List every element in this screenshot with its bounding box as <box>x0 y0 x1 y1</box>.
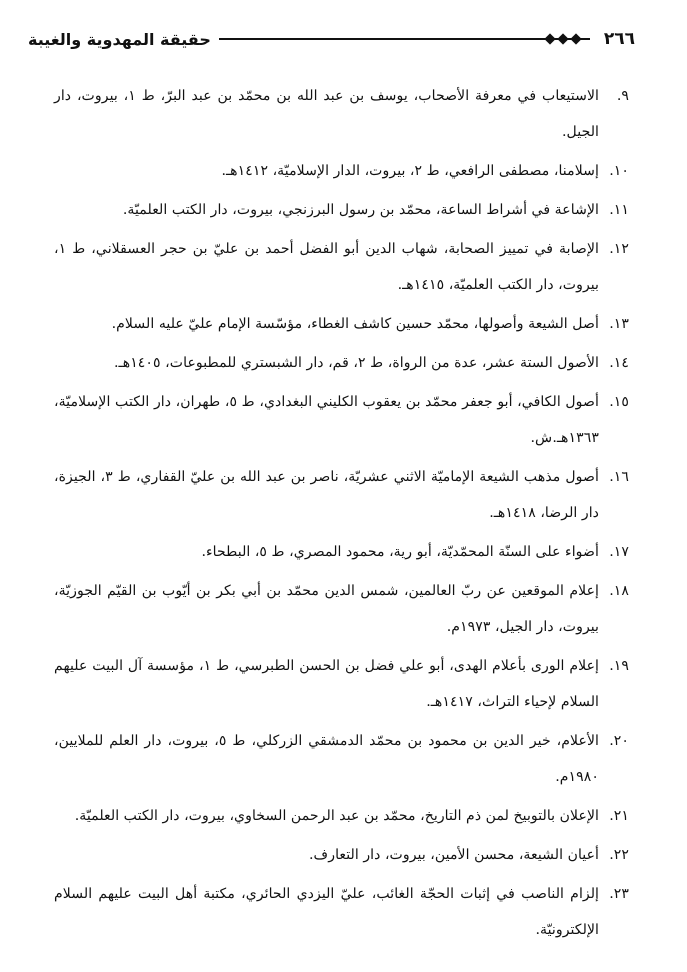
entry-text: الاستيعاب في معرفة الأصحاب، يوسف بن عبد الله بن محمّد بن عبد البرّ، ط ١، بيروت، دار الجيل. <box>54 88 599 140</box>
entry-number: ١٠. <box>609 163 629 179</box>
bibliography-entry <box>54 798 629 834</box>
entry-text: أصل الشيعة وأصولها، محمّد حسين كاشف الغطاء، مؤسّسة الإمام عليّ عليه السلام. <box>111 316 599 332</box>
bibliography-entry <box>54 573 629 645</box>
diamond-ornament <box>557 33 568 44</box>
entry-number: ١٦. <box>609 469 629 485</box>
entry-text: إعلام الموقعين عن ربّ العالمين، شمس الدين محمّد بن أبي بكر بن أيّوب بن القيّم الجوزيّة، بيروت، دار الجيل، ١٩٧٣م. <box>54 583 599 635</box>
entry-number: ١١. <box>609 202 629 218</box>
entry-text: الأصول الستة عشر، عدة من الرواة، ط ٢، قم، دار الشبستري للمطبوعات، ١٤٠٥هـ. <box>114 355 599 371</box>
entry-number: ٢١. <box>609 808 629 824</box>
bibliography-entry <box>54 192 629 228</box>
entry-number: ١٧. <box>609 544 629 560</box>
entry-text: أضواء على السنّة المحمّديّة، أبو رية، محمود المصري، ط ٥، البطحاء. <box>201 544 599 560</box>
diamond-ornament <box>544 33 555 44</box>
entry-number: ١٢. <box>609 241 629 257</box>
entry-number: ١٩. <box>609 658 629 674</box>
running-book-title: حقيقة المهدوية والغيبة <box>28 29 211 49</box>
entry-text: الإصابة في تمييز الصحابة، شهاب الدين أبو الفضل أحمد بن عليّ بن حجر العسقلاني، ط ١، بيروت، دار الكتب العلميّة، ١٤١٥هـ. <box>54 241 599 293</box>
entry-text: إعلام الورى بأعلام الهدى، أبو علي فضل بن الحسن الطبرسي، ط ١، مؤسسة آل البيت عليهم السلام لإحياء التراث، ١٤١٧هـ. <box>54 658 599 710</box>
entry-number: ١٥. <box>609 394 629 410</box>
entry-number: ١٤. <box>609 355 629 371</box>
bibliography-entry <box>54 231 629 303</box>
page-header <box>28 22 635 56</box>
entry-number: ٢٣. <box>609 886 629 902</box>
bibliography-entry <box>54 723 629 795</box>
entry-number: ٢٢. <box>609 847 629 863</box>
entry-number: ٩. <box>616 88 629 104</box>
entry-text: الإعلان بالتوبيخ لمن ذم التاريخ، محمّد بن عبد الرحمن السخاوي، بيروت، دار الكتب العلميّة. <box>74 808 599 824</box>
bibliography-entry <box>54 345 629 381</box>
entry-number: ١٣. <box>609 316 629 332</box>
entry-text: إسلامنا، مصطفى الرافعي، ط ٢، بيروت، الدار الإسلاميّة، ١٤١٢هـ. <box>221 163 599 179</box>
entry-text: أعيان الشيعة، محسن الأمين، بيروت، دار التعارف. <box>309 847 599 863</box>
page-number: ٢٦٦ <box>603 29 635 49</box>
bibliography-entry <box>54 306 629 342</box>
bibliography-entry <box>54 153 629 189</box>
diamond-ornament <box>570 33 581 44</box>
entry-text: أصول الكافي، أبو جعفر محمّد بن يعقوب الكليني البغدادي، ط ٥، طهران، دار الكتب الإسلاميّة، ١٣٦٣هـ.ش. <box>54 394 599 446</box>
header-line <box>219 38 590 40</box>
entry-text: الأعلام، خير الدين بن محمود بن محمّد الدمشقي الزركلي، ط ٥، بيروت، دار العلم للملايين، ١٩٨٠م. <box>54 733 599 785</box>
bibliography-entry <box>54 384 629 456</box>
entry-text: الإشاعة في أشراط الساعة، محمّد بن رسول البرزنجي، بيروت، دار الكتب العلميّة. <box>122 202 599 218</box>
bibliography-entry <box>54 648 629 720</box>
bibliography-entry <box>54 837 629 873</box>
entry-text: أصول مذهب الشيعة الإماميّة الاثني عشريّة، ناصر بن عبد الله بن عليّ القفاري، ط ٣، الجيزة، دار الرضا، ١٤١٨هـ. <box>54 469 599 521</box>
header-diamonds <box>546 32 580 43</box>
header-ornament-rule <box>219 32 590 46</box>
bibliography-entry <box>54 78 629 150</box>
entry-text: إلزام الناصب في إثبات الحجّة الغائب، عليّ اليزدي الحائري، مكتبة أهل البيت عليهم السلام الإلكترونيّة. <box>54 886 599 938</box>
bibliography-list <box>54 78 629 951</box>
bibliography-entry <box>54 459 629 531</box>
entry-number: ١٨. <box>609 583 629 599</box>
entry-number: ٢٠. <box>609 733 629 749</box>
bibliography-entry <box>54 534 629 570</box>
bibliography-entry <box>54 876 629 948</box>
